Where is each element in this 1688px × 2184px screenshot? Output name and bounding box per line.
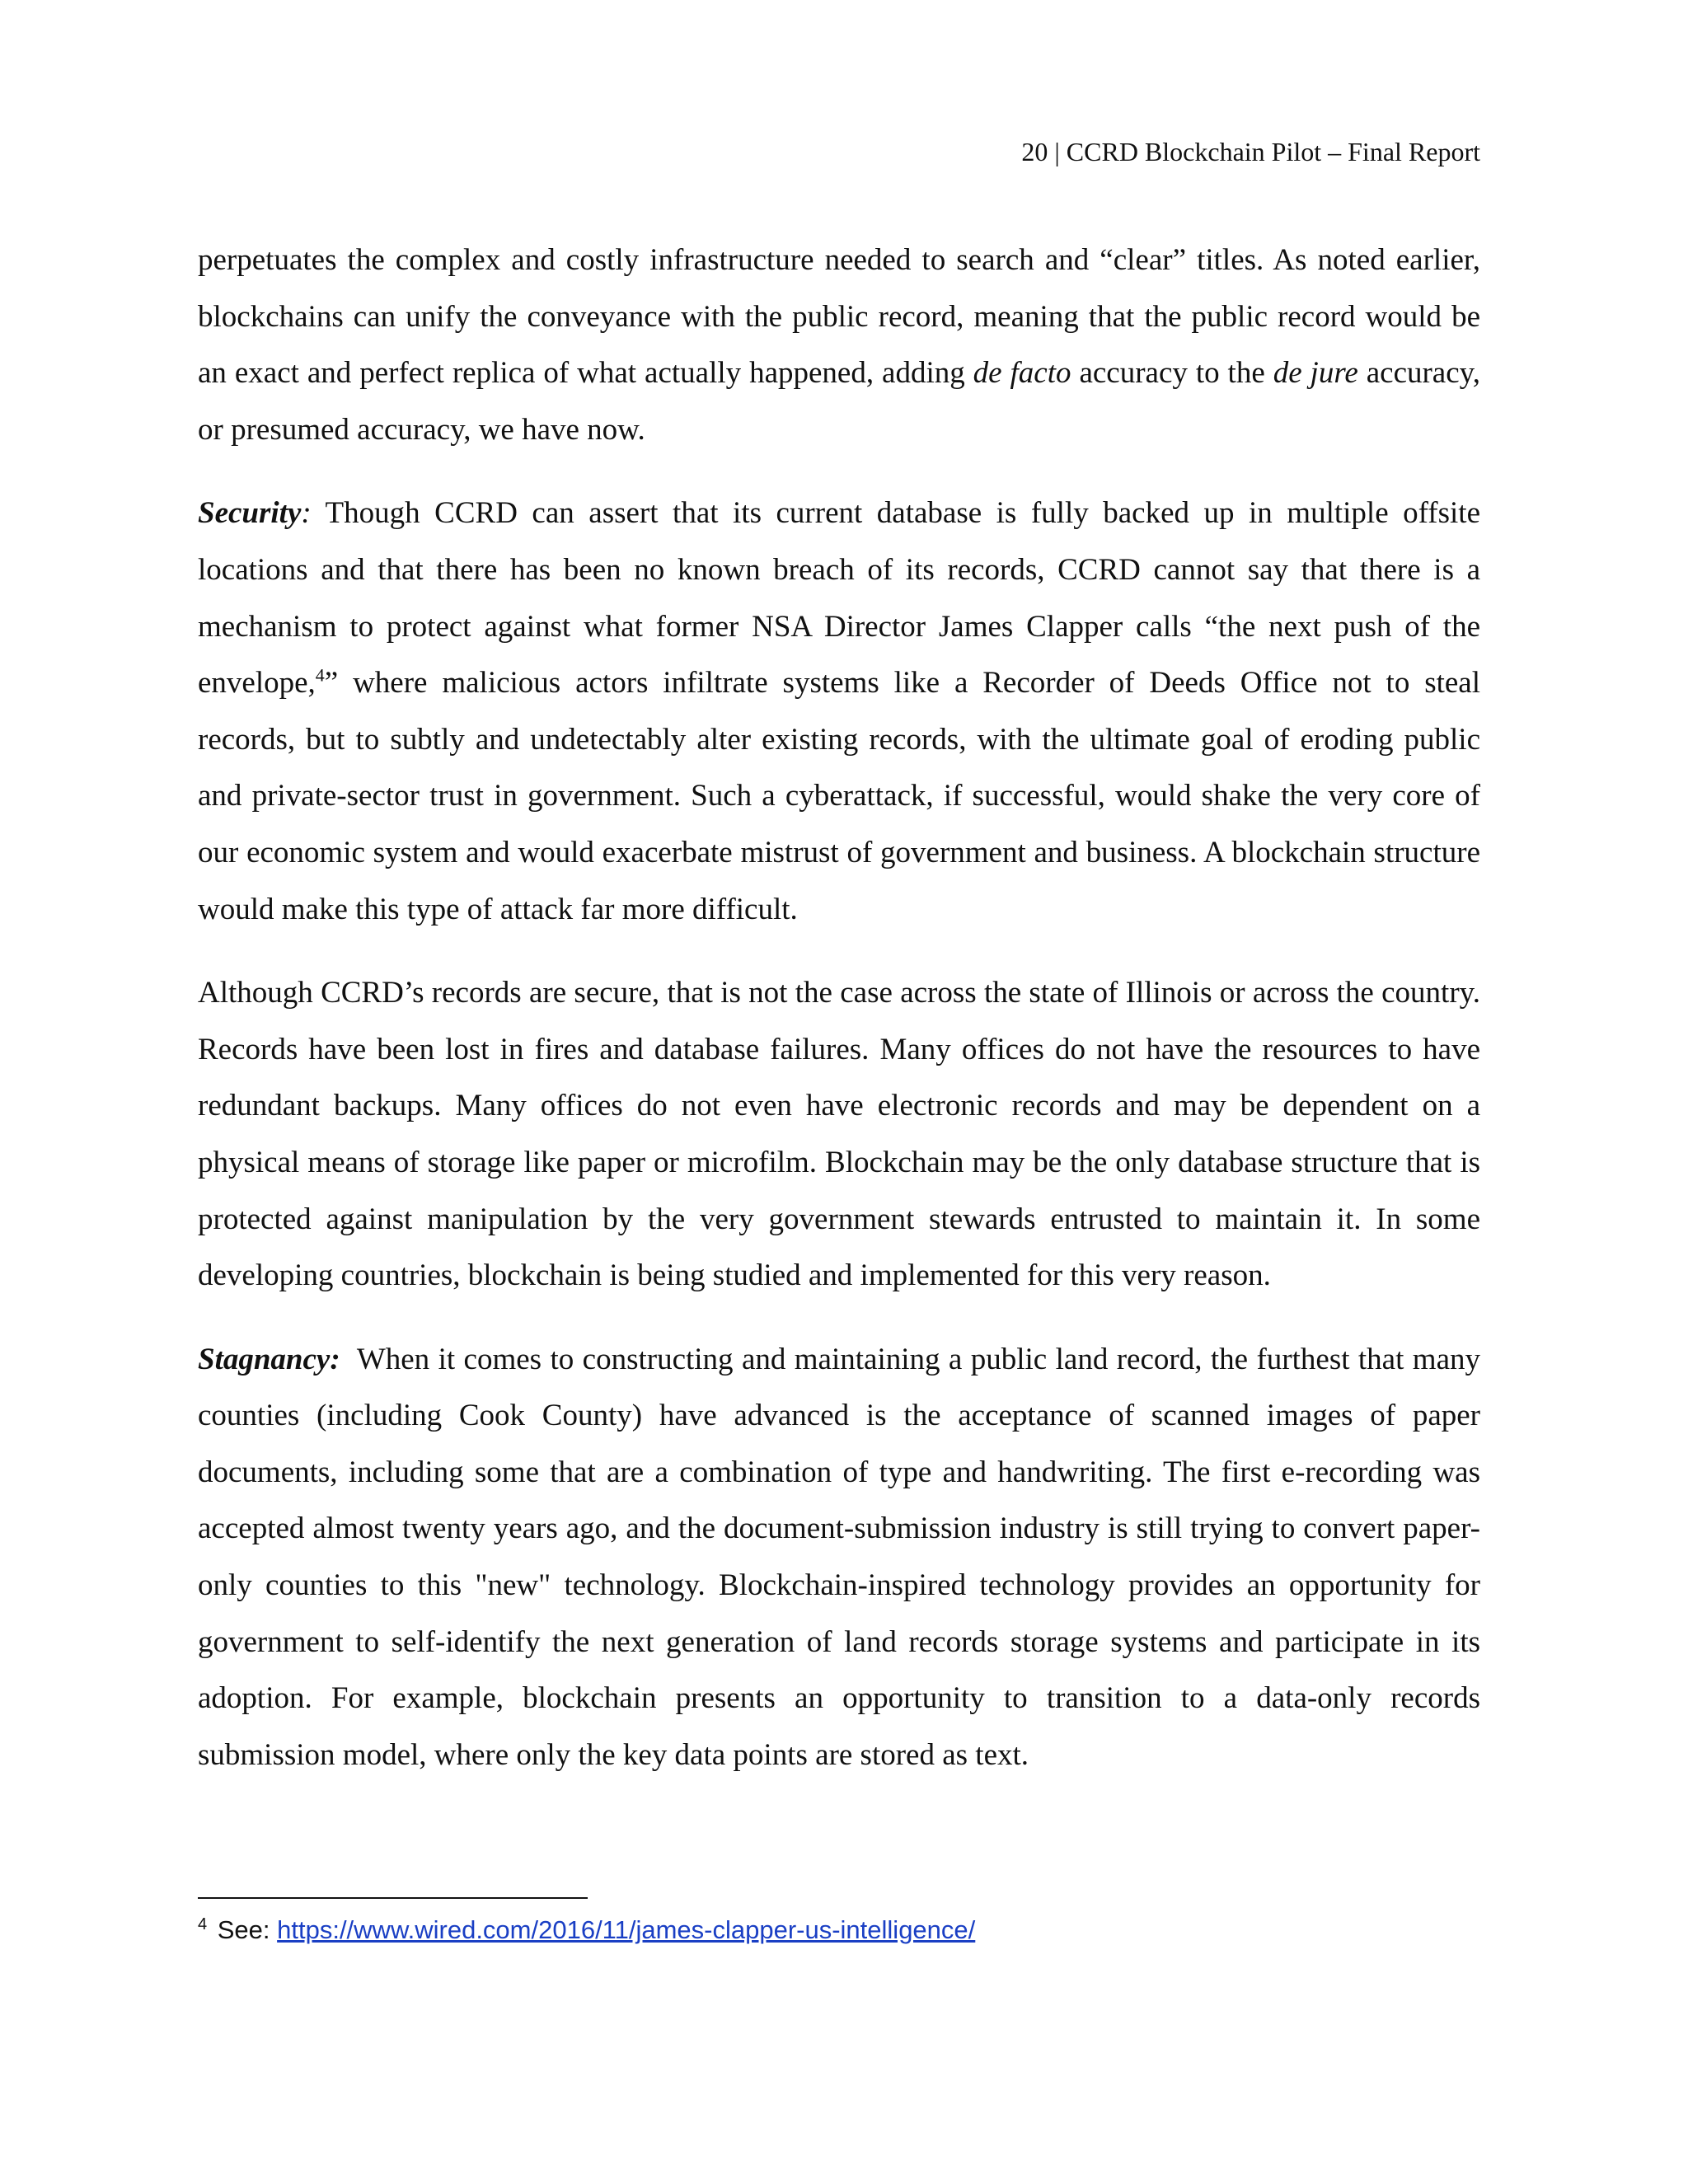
paragraph-stagnancy — [198, 1332, 1489, 1784]
main-body — [198, 232, 1489, 1783]
footnote — [198, 1914, 1480, 1947]
paragraph-text: Although CCRD’s records are secure, that is not the case across the state of Illinois or across the country. Records have been lost in fires and database failures. Many offices do not have the resources to have redundant backups. Many offices do not even have electronic records and may be dependent on a physical means of storage like paper or microfilm. Blockchain may be the only database structure that is protected against manipulation by the very government stewards entrusted to maintain it. In some developing countries, blockchain is being studied and implemented for this very reason. — [198, 976, 1480, 1293]
paragraph-text: accuracy to the — [1071, 356, 1273, 391]
paragraph-text: perpetuates the complex and costly infrastructure needed to search and “clear” titles. As noted earlier, blockchains can unify the conveyance with the public record, meaning that the public record would be an exact and perfect replica of what actually happened, adding — [198, 243, 1480, 391]
running-header — [198, 135, 1480, 168]
paragraph-records-security — [198, 965, 1480, 1305]
footnote-number: 4 — [198, 1915, 208, 1933]
lead-colon: : — [301, 496, 312, 531]
section-lead-stagnancy: Stagnancy: — [198, 1342, 340, 1376]
footnote-link[interactable]: https://www.wired.com/2016/11/james-clapper-us-intelligence/ — [277, 1915, 976, 1944]
paragraph-title-accuracy — [198, 232, 1480, 458]
paragraph-security — [198, 485, 1480, 938]
footnote-prefix: See: — [210, 1915, 278, 1944]
italic-term: de jure — [1273, 356, 1358, 391]
footnote-reference[interactable]: 4 — [315, 664, 325, 686]
running-head-text: 20 | CCRD Blockchain Pilot – Final Report — [1021, 137, 1480, 166]
section-lead-security: Security — [198, 496, 302, 531]
paragraph-text: accuracy, or presumed accuracy, we have now. — [198, 356, 1480, 447]
footnote-divider — [198, 1897, 588, 1899]
paragraph-text: ” where malicious actors infiltrate systems like a Recorder of Deeds Office not to steal records, but to subtly and undetectably alter existing records, with the ultimate goal of eroding public and private-sector trust in government. Such a cyberattack, if successful, would shake the very core of our economic system and would exacerbate mistrust of government and business. A blockchain structure would make this type of attack far more difficult. — [198, 666, 1480, 926]
paragraph-text: Though CCRD can assert that its current database is fully backed up in multiple offsite locations and that there has been no known breach of its records, CCRD cannot say that there is a mechanism to protect against what former NSA Director James Clapper calls “the next push of the envelope, — [198, 496, 1480, 701]
paragraph-text: When it comes to constructing and maintaining a public land record, the furthest that many counties (including Cook County) have advanced is the acceptance of scanned images of paper documents, including some that are a combination of type and handwriting. The first e-recording was accepted almost twenty years ago, and the document-submission industry is still trying to convert paper-only counties to this "new" technology. Blockchain-inspired technology provides an opportunity for government to self-identify the next generation of land records storage systems and participate in its adoption. For example, blockchain presents an opportunity to transition to a data-only records submission model, where only the key data points are stored as text. — [198, 1342, 1489, 1772]
italic-term: de facto — [973, 356, 1071, 391]
